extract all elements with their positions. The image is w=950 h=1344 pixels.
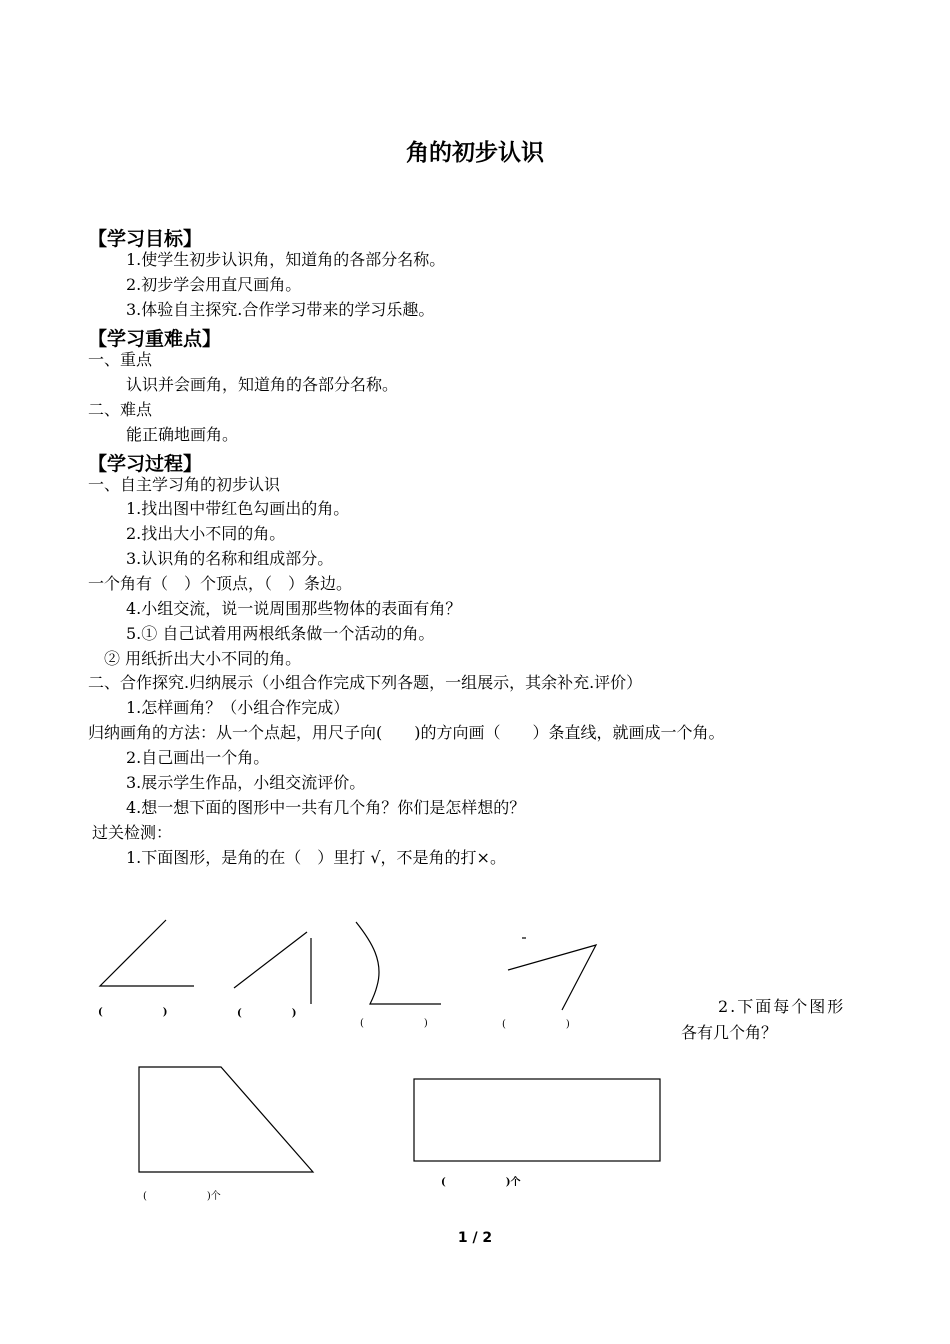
goal-item-3: 3.体验自主探究.合作学习带来的学习乐趣。 — [126, 300, 435, 319]
part2-title: 二、合作探究.归纳展示（小组合作完成下列各题，一组展示，其余补充.评价） — [88, 673, 643, 692]
part2-item-2: 2.自己画出一个角。 — [126, 748, 270, 767]
part2-item-1: 1.怎样画角？（小组合作完成） — [126, 698, 350, 717]
page-title: 角的初步认识 — [406, 140, 544, 166]
part1-title: 一、自主学习角的初步认识 — [88, 475, 281, 494]
key-point-title: 一、重点 — [88, 350, 153, 369]
part2-method: 归纳画角的方法：从一个点起，用尺子向( )的方向画（ ）条直线，就画成一个角。 — [88, 723, 725, 742]
figure-label-5: ( )个 — [143, 1191, 221, 1202]
hard-point-title: 二、难点 — [88, 400, 153, 419]
figure-trapezoid — [139, 1067, 313, 1172]
figure-angle-1 — [100, 920, 194, 986]
part1-item-5: 5.① 自己试着用两根纸条做一个活动的角。 — [126, 624, 435, 643]
check-item-2-line2: 各有几个角？ — [681, 1023, 778, 1042]
figure-label-6: ( )个 — [441, 1177, 521, 1188]
goal-item-1: 1.使学生初步认识角，知道角的各部分名称。 — [126, 250, 446, 269]
goal-item-2: 2.初步学会用直尺画角。 — [126, 275, 302, 294]
hard-point-text: 能正确地画角。 — [126, 425, 239, 444]
part2-item-3: 3.展示学生作品，小组交流评价。 — [126, 773, 366, 792]
goals-heading: 【学习目标】 — [88, 228, 203, 250]
part1-item-3: 3.认识角的名称和组成部分。 — [126, 549, 334, 568]
page-number: 1 / 2 — [457, 1230, 493, 1246]
part1-fill-blank: 一个角有（ ）个顶点，（ ）条边。 — [88, 574, 353, 593]
part1-item-5b: ② 用纸折出大小不同的角。 — [104, 649, 302, 668]
check-item-1: 1.下面图形，是角的在（ ）里打 √，不是角的打×。 — [126, 848, 506, 867]
difficulty-heading: 【学习重难点】 — [88, 328, 222, 350]
part2-item-4: 4.想一想下面的图形中一共有几个角？你们是怎样想的？ — [126, 798, 526, 817]
figure-label-4: ( ) — [502, 1019, 570, 1030]
part1-item-2: 2.找出大小不同的角。 — [126, 524, 286, 543]
figure-label-2: ( ) — [237, 1008, 297, 1019]
figure-angle-4 — [508, 945, 596, 1010]
part1-item-1: 1.找出图中带红色勾画出的角。 — [126, 499, 350, 518]
check-item-2-line1: 2.下面每个图形 — [718, 997, 846, 1016]
figure-curve-3 — [356, 922, 441, 1004]
part1-item-4: 4.小组交流，说一说周围那些物体的表面有角？ — [126, 599, 462, 618]
figure-lines-2a — [234, 932, 307, 988]
figure-label-1: ( ) — [98, 1007, 168, 1018]
check-title: 过关检测： — [92, 823, 173, 842]
key-point-text: 认识并会画角，知道角的各部分名称。 — [126, 375, 399, 394]
figure-rectangle — [414, 1079, 660, 1161]
figure-label-3: ( ) — [360, 1018, 428, 1029]
process-heading: 【学习过程】 — [88, 453, 203, 475]
